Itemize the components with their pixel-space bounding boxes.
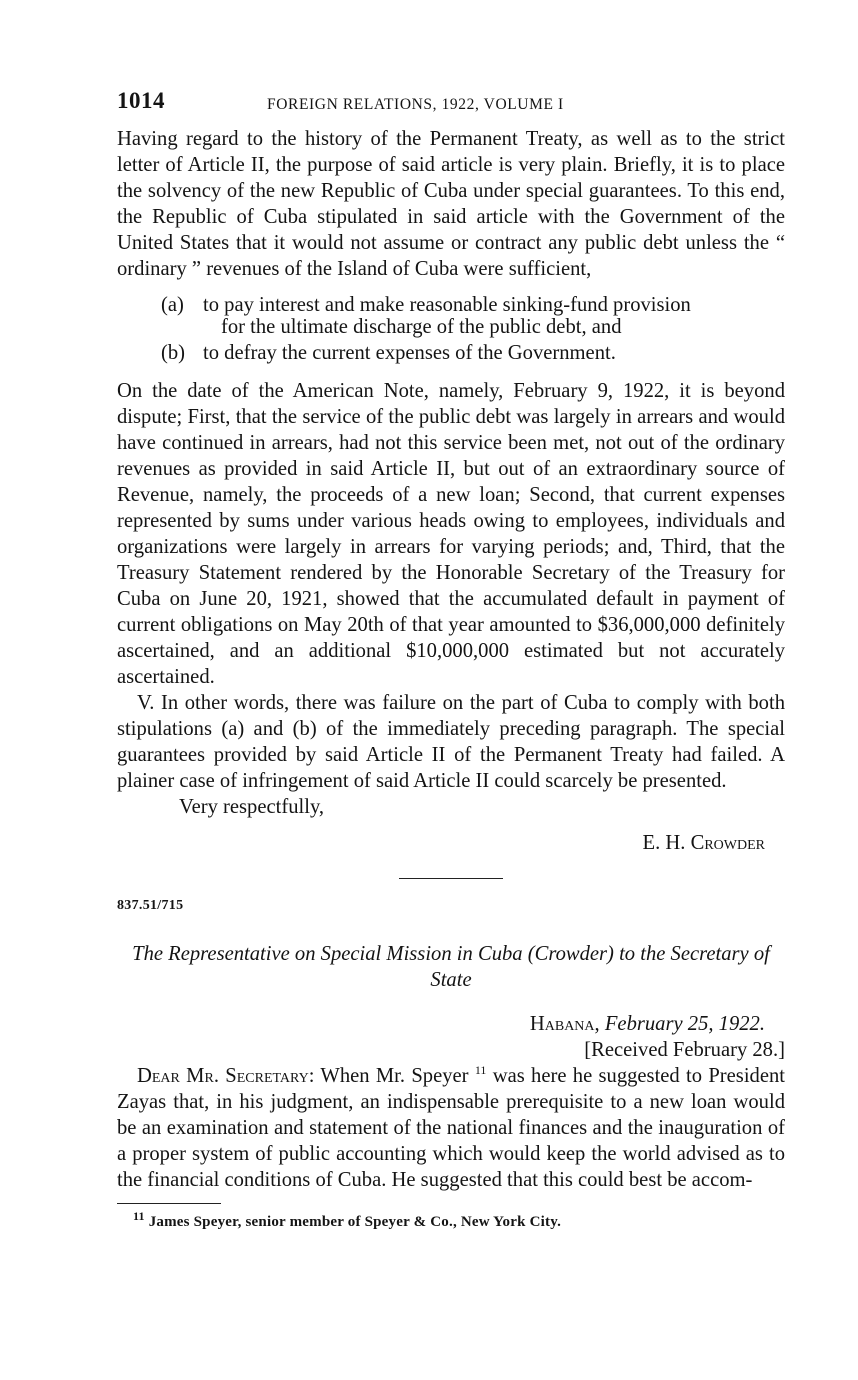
body-paragraph-2: On the date of the American Note, namely, February 9, 1922, it is beyond dispute; First, that the service of the public debt was largely in arrears and would have continued in arrears, had not this service been met, not out of the ordinary revenues as provided in said Article II, but out of an extraordinary source of Revenue, namely, the proceeds of a new loan; Second, that current expenses represented by sums under various heads owing to employees, individuals and organizations were largely in arrears for varying periods; and, Third, that the Treasury Statement rendered by the Honorable Secretary of the Treasury for Cuba on June 20, 1921, showed that the accumulated default in payment of current obligations on May 20th of that year amounted to $36,000,000 definitely ascertained, and an additional $10,000,000 estimated but not accurately ascertained. (117, 380, 785, 688)
footnote-ref: 11 (474, 1063, 487, 1078)
dateline (117, 1011, 785, 1037)
document-page (117, 88, 785, 1232)
section-divider (399, 878, 503, 879)
stipulation-list (161, 292, 785, 366)
letter-text-2: was here he suggested to President Zayas that, in his judgment, an indispensable prerequisite to a new loan would be an examination and statement of the national finances and the inauguration of a proper system of public accounting which would keep the world advised as to the financial conditions of Cuba. He suggested that this could best be accom- (117, 1065, 785, 1191)
list-text-b: to defray the current expenses of the Government. (203, 342, 616, 364)
body-paragraph-3: V. In other words, there was failure on the part of Cuba to comply with both stipulations (a) and (b) of the immediately preceding paragraph. The special guarantees provided by said Article II of the Permanent Treaty had failed. A plainer case of infringement of said Article II could scarcely be presented. (117, 692, 785, 792)
received-note: [Received February 28.] (584, 1039, 785, 1061)
list-continuation-a: for the ultimate discharge of the public debt, and (221, 316, 622, 338)
closing: Very respectfully, (179, 796, 325, 818)
footnote-marker: 11 (133, 1209, 145, 1223)
salutation: Dear Mr. Secretary: (137, 1065, 315, 1087)
file-number: 837.51/715 (117, 898, 184, 913)
running-head (117, 88, 785, 118)
signature: E. H. Crowder (642, 832, 765, 854)
footnote-text: James Speyer, senior member of Speyer & Co., New York City. (148, 1214, 562, 1230)
list-item-a (161, 292, 785, 340)
footnote-divider (117, 1203, 221, 1204)
running-title: FOREIGN RELATIONS, 1922, VOLUME I (267, 96, 564, 113)
page-number: 1014 (117, 88, 165, 113)
list-item-b (161, 340, 785, 366)
dateline-place: Habana, (529, 1013, 600, 1035)
letter-paragraph (117, 1063, 785, 1193)
list-label-a: (a) (161, 294, 184, 316)
list-text-a: to pay interest and make reasonable sinking-fund provision (203, 294, 691, 316)
document-title: The Representative on Special Mission in Cuba (Crowder) to the Secretary of State (132, 943, 770, 991)
footnote (117, 1209, 785, 1232)
letter-text-1: When Mr. Speyer (314, 1065, 469, 1087)
list-label-b: (b) (161, 342, 186, 364)
body-paragraph-1: Having regard to the history of the Permanent Treaty, as well as to the strict letter of Article II, the purpose of said article is very plain. Briefly, it is to place the solvency of the new Republic of Cuba under special guarantees. To this end, the Republic of Cuba stipulated in said article with the Government of the United States that it would not assume or contract any public debt unless the “ ordinary ” revenues of the Island of Cuba were sufficient, (117, 128, 785, 280)
dateline-date: February 25, 1922. (604, 1013, 765, 1035)
